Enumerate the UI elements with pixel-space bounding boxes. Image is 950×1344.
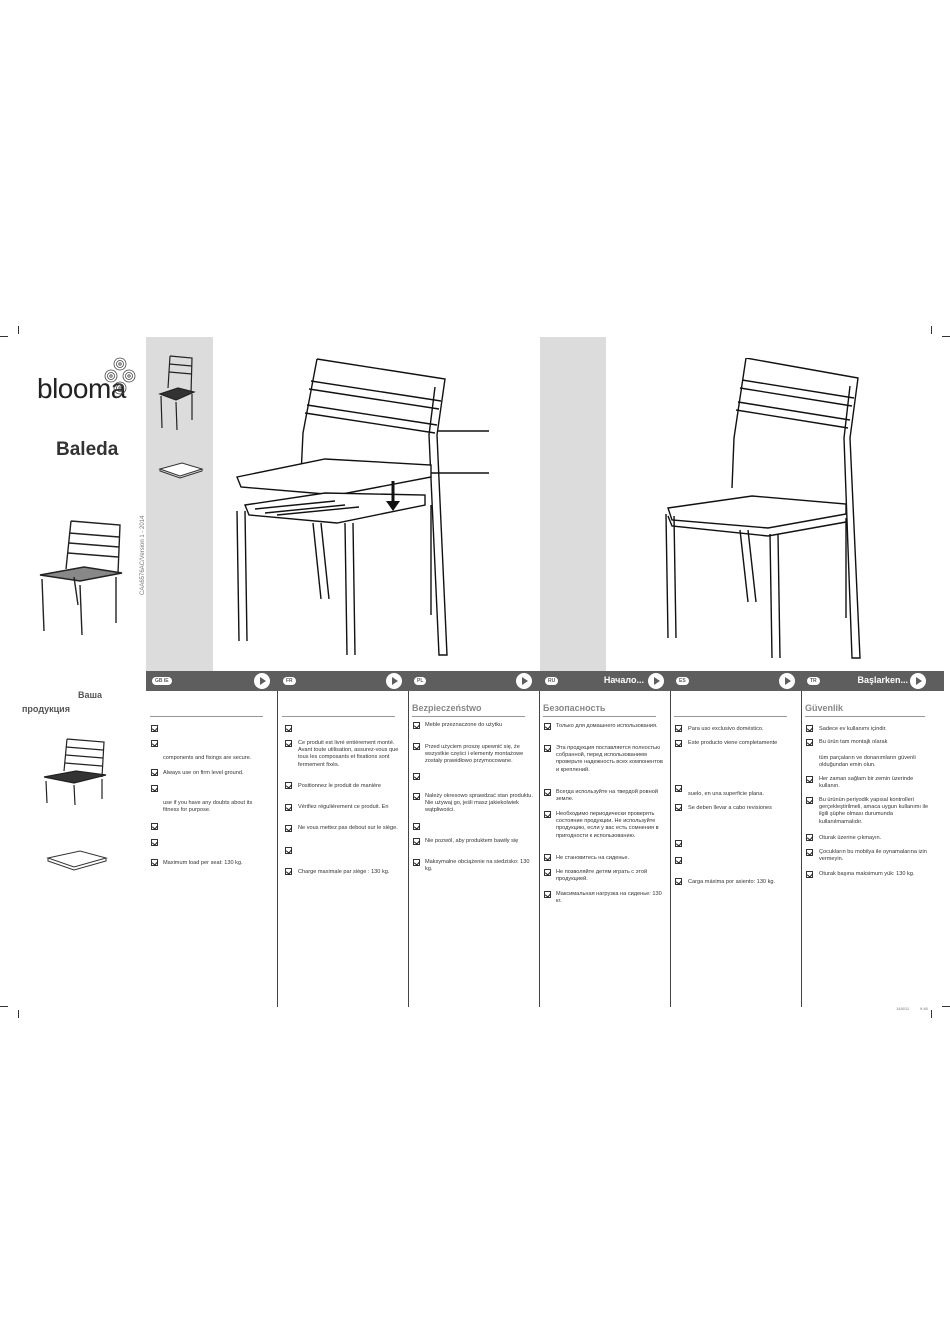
play-icon[interactable] bbox=[516, 673, 532, 689]
play-icon[interactable] bbox=[254, 673, 270, 689]
safety-item: Należy okresowo sprawdzać stan produktu. Nie używaj go, jeśli masz jakiekolwiek wątpliwości. bbox=[425, 793, 533, 814]
checkbox-icon bbox=[413, 773, 420, 780]
checkbox-icon bbox=[544, 789, 551, 796]
safety-item: Meble przeznaczone do użytku bbox=[425, 722, 503, 728]
checkbox-icon bbox=[544, 745, 551, 752]
lang-header-es bbox=[670, 671, 801, 691]
checkbox-icon bbox=[675, 725, 682, 732]
lang-header-ru bbox=[539, 671, 670, 691]
lang-badge: RU bbox=[545, 677, 558, 685]
safety-item: use if you have any doubts about its fitness for purpose. bbox=[163, 800, 253, 814]
checkbox-icon bbox=[151, 769, 158, 776]
lang-header-fr bbox=[277, 671, 408, 691]
checkbox-icon bbox=[806, 871, 813, 878]
safety-item: Bu ürün tam montajlı olarak bbox=[819, 739, 888, 745]
checkbox-icon bbox=[151, 839, 158, 846]
play-icon[interactable] bbox=[386, 673, 402, 689]
print-date: 14/8/11 bbox=[896, 1006, 910, 1011]
lang-header-pl bbox=[408, 671, 539, 691]
checkbox-icon bbox=[151, 823, 158, 830]
checkbox-icon bbox=[151, 725, 158, 732]
checkbox-icon bbox=[675, 840, 682, 847]
safety-item: Только для домашнего использования. bbox=[556, 723, 658, 729]
checkbox-icon bbox=[285, 825, 292, 832]
safety-heading: Безопасность bbox=[543, 703, 606, 713]
checkbox-icon bbox=[806, 849, 813, 856]
crop-mark bbox=[0, 1006, 8, 1007]
safety-item: Необходимо периодически проверять состояние продукции. Не используйте продукцию, если у вас есть сомнения в пригодности к использованию. bbox=[556, 811, 659, 839]
chair-assembly-diagram bbox=[225, 355, 495, 660]
play-icon[interactable] bbox=[910, 673, 926, 689]
checkbox-icon bbox=[544, 869, 551, 876]
checkbox-icon bbox=[285, 725, 292, 732]
safety-item: Ne vous mettez pas debout sur le siège. bbox=[298, 825, 398, 831]
lang-badge: ES bbox=[676, 677, 689, 685]
crop-mark bbox=[942, 1006, 950, 1007]
checkbox-icon bbox=[151, 785, 158, 792]
safety-item: Her zaman sağlam bir zemin üzerinde kullanın. bbox=[819, 776, 914, 790]
checkbox-icon bbox=[675, 740, 682, 747]
checkbox-icon bbox=[806, 797, 813, 804]
heading-rule bbox=[282, 716, 395, 717]
safety-item: Oturak üzerine çıkmayın. bbox=[819, 835, 882, 841]
safety-item: Bu ürünün periyodik yapısal kontrolleri gerçekleştirilmeli, amaca uygun kullanımı ile ilgili şüphe olması durumunda kullanılmamalıdır. bbox=[819, 797, 929, 825]
safety-item: Максимальная нагрузка на сиденье: 130 кг. bbox=[556, 891, 662, 905]
checkbox-icon bbox=[544, 891, 551, 898]
chair-assembled-diagram bbox=[660, 358, 890, 663]
safety-item: components and fixings are secure. bbox=[163, 755, 252, 761]
chair-icon bbox=[36, 515, 126, 637]
chair-icon bbox=[158, 354, 196, 432]
checkbox-icon bbox=[413, 823, 420, 830]
safety-item: Всегда используйте на твердой ровной земле. bbox=[556, 789, 658, 803]
checkbox-icon bbox=[675, 804, 682, 811]
safety-item: Este producto viene completamente bbox=[688, 740, 778, 746]
checkbox-icon bbox=[285, 740, 292, 747]
checkbox-icon bbox=[151, 740, 158, 747]
side-label-1: Ваша bbox=[78, 690, 103, 700]
heading-rule bbox=[805, 716, 925, 717]
diagram-strip bbox=[540, 337, 606, 671]
cushion-icon bbox=[44, 848, 110, 872]
checkbox-icon bbox=[413, 743, 420, 750]
heading-rule bbox=[412, 716, 525, 717]
column-divider bbox=[408, 691, 409, 1007]
crop-mark bbox=[0, 336, 8, 337]
heading-rule bbox=[543, 716, 656, 717]
safety-item: Para uso exclusivo doméstico. bbox=[688, 726, 764, 732]
safety-item: Vérifiez régulièrement ce produit. En bbox=[298, 804, 389, 810]
crop-mark bbox=[18, 326, 19, 334]
safety-item: Se deben llevar a cabo revisiones bbox=[688, 805, 772, 811]
crop-mark bbox=[18, 1010, 19, 1018]
lang-header-tr bbox=[801, 671, 944, 691]
checkbox-icon bbox=[151, 859, 158, 866]
safety-item: Charge maximale par siège : 130 kg. bbox=[298, 869, 390, 875]
heading-rule bbox=[150, 716, 263, 717]
checkbox-icon bbox=[675, 785, 682, 792]
brand-name: blooma bbox=[37, 373, 126, 404]
checkbox-icon bbox=[544, 811, 551, 818]
lang-badge: PL bbox=[414, 677, 426, 685]
safety-item: Oturak başına maksimum yük: 130 kg. bbox=[819, 871, 915, 877]
crop-mark bbox=[931, 1010, 932, 1018]
crop-mark bbox=[942, 336, 950, 337]
safety-heading: Bezpieczeństwo bbox=[412, 703, 482, 713]
lang-header-gb bbox=[146, 671, 277, 691]
safety-item: Эта продукция поставляется полностью собранной, перед использованием проверьте надежность всех компонентов и креплений. bbox=[556, 745, 663, 773]
safety-item: Carga máxima por asiento: 130 kg. bbox=[688, 879, 776, 885]
lang-header-title: Başlarken... bbox=[857, 675, 908, 685]
lang-badge: FR bbox=[283, 677, 296, 685]
safety-item: Positionnez le produit de manière bbox=[298, 783, 382, 789]
safety-item: suelo, en una superficie plana. bbox=[688, 791, 764, 797]
checkbox-icon bbox=[544, 854, 551, 861]
safety-item: tüm parçaların ve donanımların güvenli olduğundan emin olun. bbox=[819, 755, 916, 769]
checkbox-icon bbox=[285, 804, 292, 811]
lang-badge: GB IE bbox=[152, 677, 172, 685]
heading-rule bbox=[674, 716, 787, 717]
chair-icon bbox=[40, 737, 110, 807]
column-divider bbox=[801, 691, 802, 1007]
safety-item: Не становитесь на сиденье. bbox=[556, 855, 630, 861]
safety-item: Maximum load per seat: 130 kg. bbox=[163, 860, 243, 866]
column-divider bbox=[539, 691, 540, 1007]
safety-item: Nie pozwól, aby produktem bawiły się bbox=[425, 838, 519, 844]
safety-item: Maksymalne obciążenie na siedzisko: 130 kg. bbox=[425, 859, 530, 873]
safety-item: Çocukların bu mobilya ile oynamalarına izin vermeyin. bbox=[819, 849, 927, 863]
checkbox-icon bbox=[285, 782, 292, 789]
play-icon[interactable] bbox=[779, 673, 795, 689]
checkbox-icon bbox=[806, 834, 813, 841]
checkbox-icon bbox=[413, 722, 420, 729]
blooma-logo-icon bbox=[103, 356, 137, 396]
checkbox-icon bbox=[285, 868, 292, 875]
checkbox-icon bbox=[413, 793, 420, 800]
print-time: 9:48 bbox=[920, 1006, 928, 1011]
checkbox-icon bbox=[413, 859, 420, 866]
checkbox-icon bbox=[675, 878, 682, 885]
checkbox-icon bbox=[806, 725, 813, 732]
column-divider bbox=[277, 691, 278, 1007]
lang-header-title: Начало... bbox=[603, 675, 644, 685]
lang-badge: TR bbox=[807, 677, 820, 685]
safety-item: Ce produit est livré entièrement monté. Avant toute utilisation, assurez-vous que tous les composants et fixations sont fermement fixés. bbox=[298, 740, 399, 768]
column-divider bbox=[670, 691, 671, 1007]
side-label-2: продукция bbox=[22, 704, 70, 714]
checkbox-icon bbox=[413, 838, 420, 845]
checkbox-icon bbox=[544, 723, 551, 730]
safety-item: Не позволяйте детям играть с этой продукцией. bbox=[556, 869, 648, 883]
safety-item: Always use on firm level ground. bbox=[163, 770, 244, 776]
checkbox-icon bbox=[806, 739, 813, 746]
checkbox-icon bbox=[806, 776, 813, 783]
version-label: CAA6576AC/Version 1 - 2014 bbox=[140, 515, 146, 595]
checkbox-icon bbox=[675, 857, 682, 864]
checkbox-icon bbox=[285, 847, 292, 854]
crop-mark bbox=[931, 326, 932, 334]
product-title: Baleda bbox=[56, 439, 119, 460]
safety-item: Przed użyciem proszę upewnić się, że wszystkie części i elementy montażowe zostały prawidłowo przymocowane. bbox=[425, 744, 524, 765]
safety-heading: Güvenlik bbox=[805, 703, 844, 713]
cushion-icon bbox=[158, 460, 204, 480]
play-icon[interactable] bbox=[648, 673, 664, 689]
safety-item: Sadece ev kullanımı içindir. bbox=[819, 726, 887, 732]
